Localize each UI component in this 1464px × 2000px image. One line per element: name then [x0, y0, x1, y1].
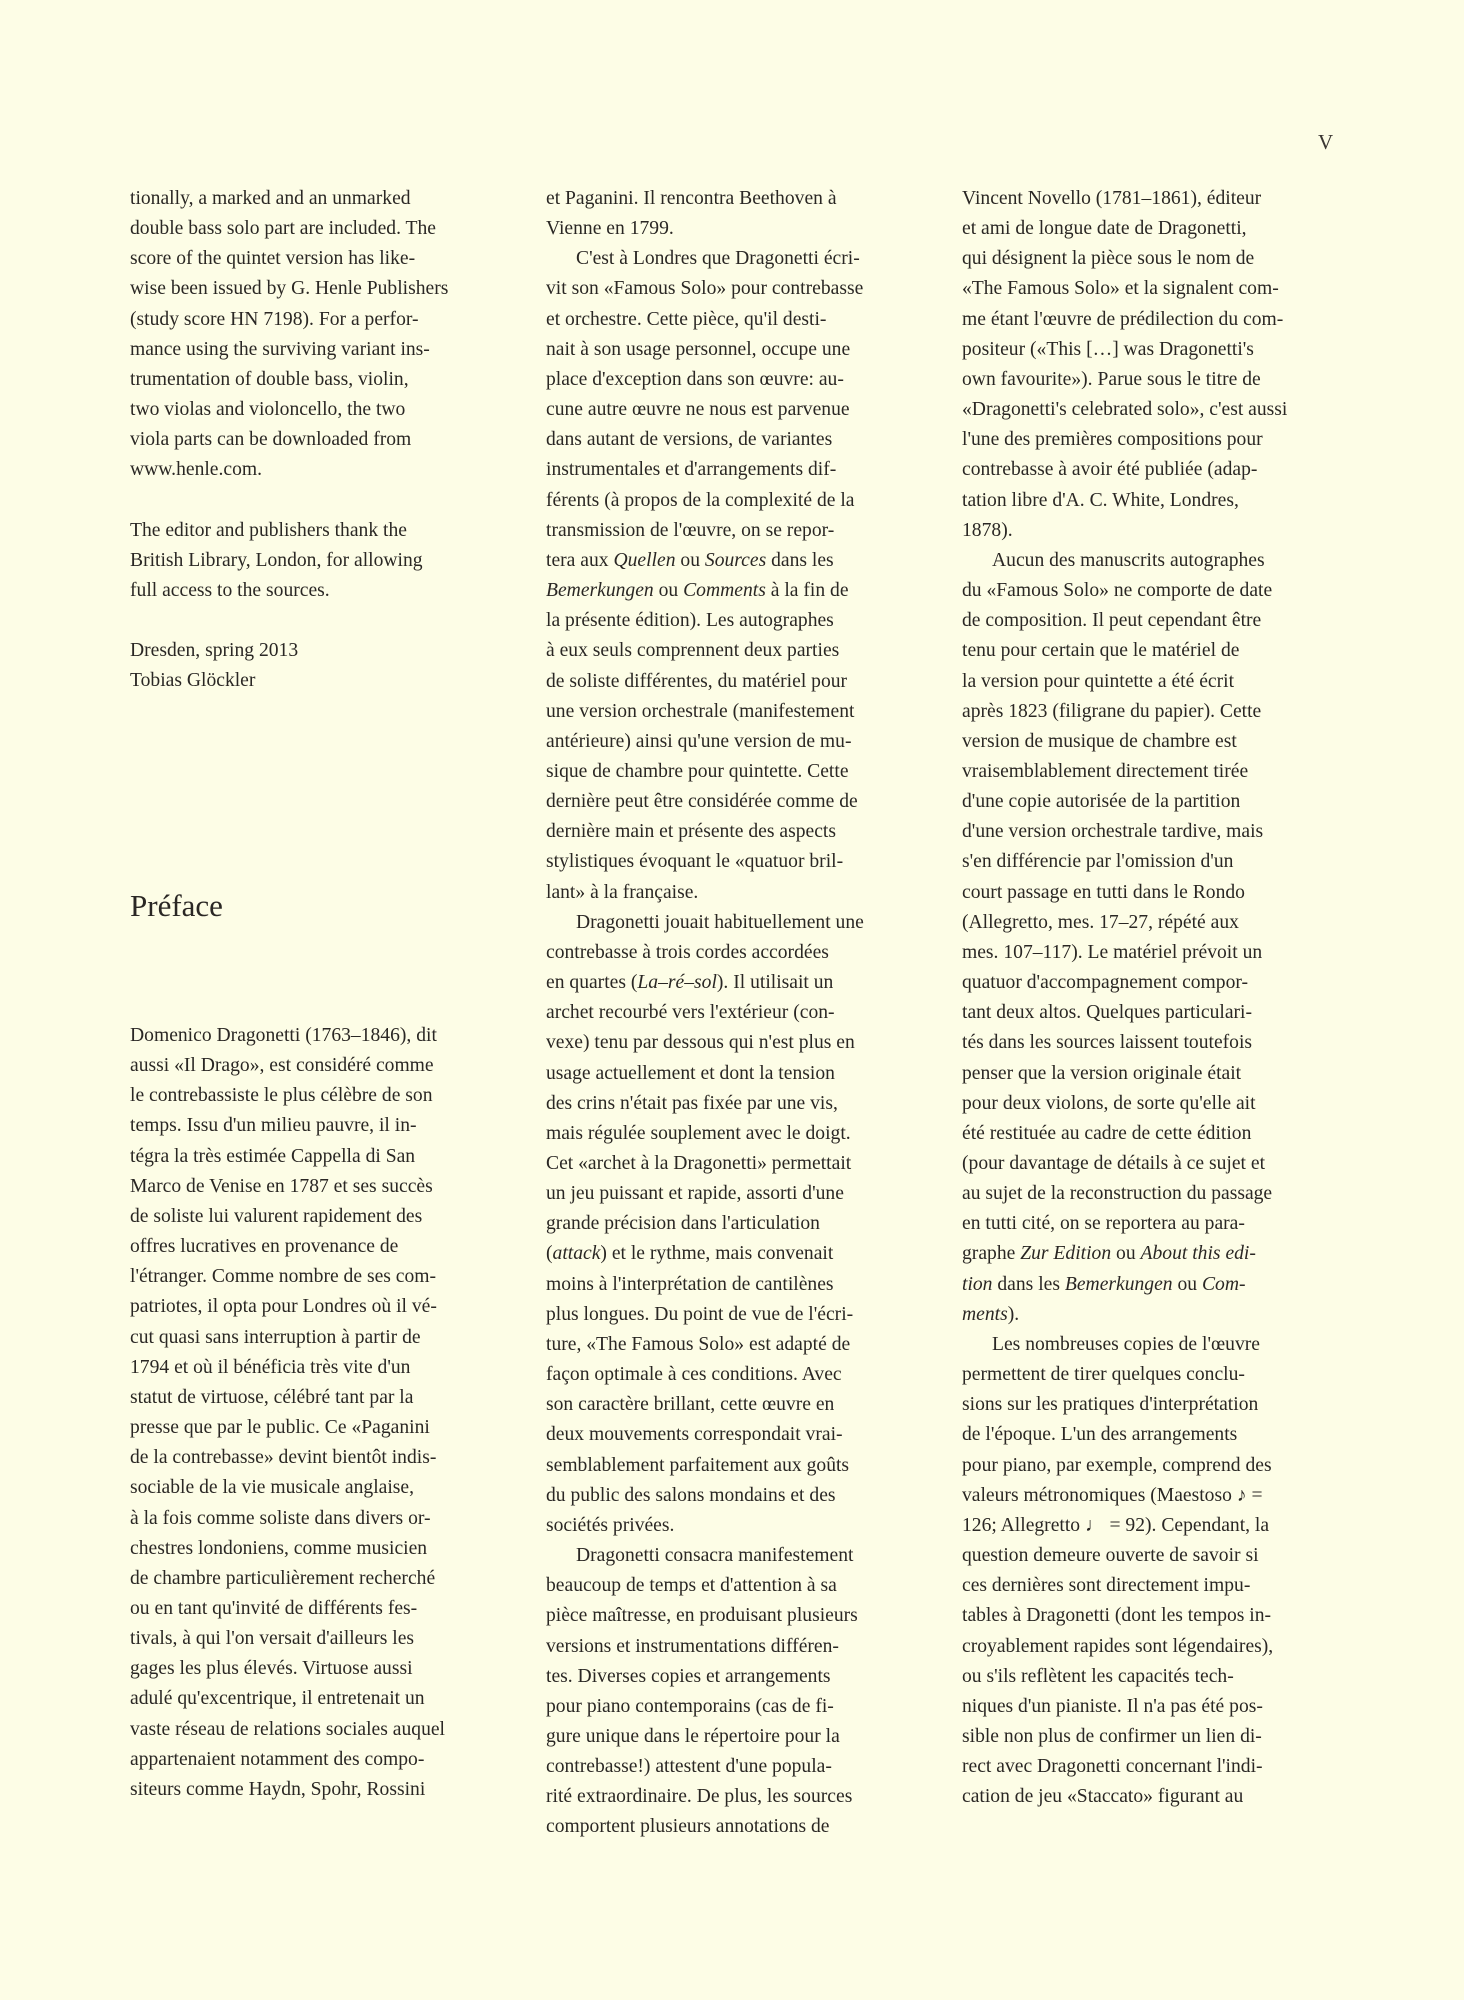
- text-run: grande précision dans l'articulation: [546, 1213, 820, 1235]
- text-run: graphe: [962, 1243, 1021, 1265]
- text-run: «Dragonetti's celebrated solo», c'est aussi: [962, 399, 1288, 421]
- text-line: adulé qu'excentrique, il entretenait un: [130, 1688, 425, 1710]
- text-line: [546, 667, 936, 697]
- italic-text: Com-: [1201, 1273, 1246, 1295]
- text-line: [962, 1179, 1352, 1209]
- text-line: [962, 1481, 1352, 1511]
- text-line: [546, 214, 936, 244]
- text-run: (pour davantage de détails à ce sujet et: [962, 1153, 1266, 1174]
- text-run: dernière main et présente des aspects: [546, 821, 836, 843]
- text-line: [962, 1270, 1352, 1300]
- text-line: [546, 1752, 936, 1782]
- text-run: version de musique de chambre est: [962, 730, 1237, 752]
- text-line: viola parts can be downloaded from: [130, 429, 412, 451]
- text-run: croyablement rapides sont légendaires),: [962, 1635, 1274, 1657]
- text-line: [546, 1149, 936, 1179]
- text-run: stylistiques évoquant le «quatuor bril-: [546, 851, 844, 873]
- text-line: [546, 546, 936, 576]
- text-line: [962, 1692, 1352, 1722]
- text-line: [546, 1360, 936, 1390]
- text-line: [546, 998, 936, 1028]
- text-run: et ami de longue date de Dragonetti,: [962, 218, 1247, 240]
- text-run: de soliste différentes, du matériel pour: [546, 670, 848, 692]
- text-line: [546, 1270, 936, 1300]
- text-line: [546, 1089, 936, 1119]
- text-run: ou: [653, 580, 684, 602]
- text-run: vexe) tenu par dessous qui n'est plus en: [546, 1032, 855, 1054]
- text-run: ture, «The Famous Solo» est adapté de: [546, 1333, 851, 1355]
- text-line: patriotes, il opta pour Londres où il vé-: [130, 1296, 437, 1318]
- text-run: 1878).: [962, 519, 1013, 541]
- text-run: en tutti cité, on se reportera au para-: [962, 1213, 1245, 1235]
- text-run: dans autant de versions, de variantes: [546, 429, 833, 451]
- text-line: [962, 1239, 1352, 1269]
- text-line: [546, 244, 936, 274]
- text-line: [546, 1330, 936, 1360]
- text-line: [962, 697, 1352, 727]
- text-line: [962, 968, 1352, 998]
- preface-paragraph: [130, 1021, 520, 1805]
- text-line: appartenaient notamment des compo-: [130, 1748, 425, 1770]
- text-line: [962, 1571, 1352, 1601]
- text-run: Cet «archet à la Dragonetti» permettait: [546, 1153, 852, 1174]
- text-line: vaste réseau de relations sociales auquel: [130, 1718, 446, 1740]
- text-run: Vienne en 1799.: [546, 218, 674, 240]
- text-run: moins à l'interprétation de cantilènes: [546, 1273, 834, 1295]
- text-line: trumentation of double bass, violin,: [130, 368, 409, 390]
- text-run: contrebasse à avoir été publiée (adap-: [962, 459, 1258, 481]
- text-line: wise been issued by G. Henle Publishers: [130, 278, 449, 300]
- text-run: ).: [1007, 1303, 1020, 1325]
- text-line: [546, 1179, 936, 1209]
- italic-text: tion: [962, 1273, 993, 1295]
- text-run: son caractère brillant, cette œuvre en: [546, 1394, 835, 1416]
- text-run: me étant l'œuvre de prédilection du com-: [962, 308, 1284, 330]
- text-line: [546, 365, 936, 395]
- text-line: de soliste lui valurent rapidement des: [130, 1205, 423, 1227]
- text-line: [546, 878, 936, 908]
- text-line: [962, 365, 1352, 395]
- text-run: l'une des premières compositions pour: [962, 429, 1263, 451]
- text-run: «The Famous Solo» et la signalent com-: [962, 278, 1279, 300]
- text-line: www.henle.com.: [130, 459, 263, 481]
- text-run: Dragonetti consacra manifestement: [576, 1545, 854, 1567]
- text-line: [546, 847, 936, 877]
- text-line: [546, 335, 936, 365]
- italic-text: ments: [962, 1303, 1008, 1325]
- text-line: [962, 636, 1352, 666]
- text-line: l'étranger. Comme nombre de ses com-: [130, 1266, 437, 1288]
- text-run: pour piano contemporains (cas de fi-: [546, 1695, 834, 1717]
- text-line: [962, 1149, 1352, 1179]
- text-run: la présente édition). Les autographes: [546, 610, 834, 632]
- text-line: [962, 546, 1352, 576]
- text-line: [962, 1300, 1352, 1330]
- italic-text: Comments: [683, 580, 766, 602]
- text-run: positeur («This […] was Dragonetti's: [962, 338, 1254, 360]
- text-run: ou: [675, 549, 705, 571]
- text-run: tant deux altos. Quelques particulari-: [962, 1002, 1253, 1024]
- italic-text: Sources: [704, 549, 767, 571]
- text-line: [546, 1209, 936, 1239]
- column-3: [962, 184, 1352, 1812]
- text-line: [546, 1571, 936, 1601]
- text-line: offres lucratives en provenance de: [130, 1236, 399, 1258]
- text-run: antérieure) ainsi qu'une version de mu-: [546, 730, 852, 752]
- text-run: qui désignent la pièce sous le nom de: [962, 248, 1255, 270]
- text-line: [546, 1601, 936, 1631]
- text-run: lant» à la française.: [546, 881, 699, 903]
- text-run: après 1823 (filigrane du papier). Cette: [962, 700, 1262, 722]
- text-line: [546, 757, 936, 787]
- italic-text: About this edi-: [1140, 1243, 1256, 1265]
- text-run: nait à son usage personnel, occupe une: [546, 338, 851, 360]
- text-run: façon optimale à ces conditions. Avec: [546, 1364, 842, 1386]
- text-run: archet recourbé vers l'extérieur (con-: [546, 1002, 835, 1024]
- text-line: [962, 516, 1352, 546]
- text-run: permettent de tirer quelques conclu-: [962, 1364, 1245, 1386]
- text-line: [962, 998, 1352, 1028]
- text-line: [962, 184, 1352, 214]
- text-line: [962, 787, 1352, 817]
- column-2: [546, 184, 936, 1843]
- text-run: valeurs métronomiques (Maestoso ♪ =: [962, 1484, 1263, 1506]
- text-line: [546, 395, 936, 425]
- text-run: beaucoup de temps et d'attention à sa: [546, 1575, 837, 1597]
- text-run: de l'époque. L'un des arrangements: [962, 1424, 1238, 1446]
- author: Tobias Glöckler: [130, 670, 256, 692]
- text-line: gages les plus élevés. Virtuose aussi: [130, 1658, 413, 1680]
- text-line: [962, 667, 1352, 697]
- text-line: [546, 938, 936, 968]
- text-line: British Library, London, for allowing: [130, 549, 423, 571]
- text-run: pour deux violons, de sorte qu'elle ait: [962, 1092, 1256, 1114]
- text-line: [962, 727, 1352, 757]
- text-run: question demeure ouverte de savoir si: [962, 1545, 1259, 1567]
- text-line: two violas and violoncello, the two: [130, 399, 406, 421]
- text-line: [546, 817, 936, 847]
- text-line: [962, 1390, 1352, 1420]
- text-line: [546, 455, 936, 485]
- text-run: comportent plusieurs annotations de: [546, 1816, 830, 1838]
- text-line: sociable de la vie musicale anglaise,: [130, 1477, 414, 1499]
- text-line: [962, 938, 1352, 968]
- text-run: tes. Diverses copies et arrangements: [546, 1665, 831, 1687]
- text-line: [962, 908, 1352, 938]
- text-line: [546, 1782, 936, 1812]
- italic-text: La–ré–sol: [637, 972, 717, 994]
- text-run: gure unique dans le répertoire pour la: [546, 1725, 840, 1747]
- text-line: tégra la très estimée Cappella di San: [130, 1145, 416, 1167]
- text-run: place d'exception dans son œuvre: au-: [546, 368, 844, 390]
- text-line: [962, 817, 1352, 847]
- text-run: Aucun des manuscrits autographes: [992, 549, 1265, 571]
- text-run: C'est à Londres que Dragonetti écri-: [576, 248, 860, 270]
- text-line: aussi «Il Drago», est considéré comme: [130, 1055, 434, 1077]
- text-run: pièce maîtresse, en produisant plusieurs: [546, 1605, 858, 1627]
- text-line: [546, 636, 936, 666]
- text-line: [962, 1722, 1352, 1752]
- text-run: transmission de l'œuvre, on se repor-: [546, 519, 835, 541]
- text-run: tés dans les sources laissent toutefois: [962, 1032, 1253, 1054]
- text-line: le contrebassiste le plus célèbre de son: [130, 1085, 433, 1107]
- text-line: [546, 1722, 936, 1752]
- text-run: sions sur les pratiques d'interprétation: [962, 1394, 1259, 1416]
- text-run: ou s'ils reflètent les capacités tech-: [962, 1665, 1234, 1687]
- text-line: [962, 1119, 1352, 1149]
- text-run: usage actuellement et dont la tension: [546, 1062, 835, 1084]
- text-run: vit son «Famous Solo» pour contrebasse: [546, 278, 864, 300]
- text-line: [962, 1330, 1352, 1360]
- text-run: cation de jeu «Staccato» figurant au: [962, 1786, 1244, 1808]
- text-line: [546, 486, 936, 516]
- text-run: penser que la version originale était: [962, 1062, 1242, 1084]
- text-line: [546, 1662, 936, 1692]
- text-line: de la contrebasse» devint bientôt indis-: [130, 1447, 437, 1469]
- text-line: [962, 395, 1352, 425]
- text-run: sible non plus de confirmer un lien di-: [962, 1725, 1262, 1747]
- text-line: statut de virtuose, célébré tant par la: [130, 1386, 414, 1408]
- text-line: (study score HN 7198). For a perfor-: [130, 308, 419, 330]
- text-line: [962, 305, 1352, 335]
- text-line: [546, 1692, 936, 1722]
- text-line: ou en tant qu'invité de différents fes-: [130, 1597, 418, 1619]
- text-line: [962, 1782, 1352, 1812]
- text-line: score of the quintet version has like-: [130, 248, 416, 270]
- italic-text: Zur Edition: [1020, 1243, 1112, 1265]
- text-run: s'en différencie par l'omission d'un: [962, 851, 1234, 873]
- text-run: ) et le rythme, mais convenait: [600, 1243, 834, 1265]
- text-run: en quartes (: [546, 972, 638, 994]
- text-line: [962, 486, 1352, 516]
- italic-text: Quellen: [613, 549, 676, 571]
- text-line: [962, 1541, 1352, 1571]
- text-line: [962, 606, 1352, 636]
- text-line: [962, 878, 1352, 908]
- text-run: ces dernières sont directement impu-: [962, 1575, 1251, 1597]
- text-run: et orchestre. Cette pièce, qu'il desti-: [546, 308, 827, 330]
- text-run: une version orchestrale (manifestement: [546, 700, 855, 722]
- text-run: des crins n'était pas fixée par une vis,: [546, 1092, 838, 1114]
- text-line: Domenico Dragonetti (1763–1846), dit: [130, 1025, 437, 1046]
- text-line: [546, 184, 936, 214]
- text-line: [546, 1481, 936, 1511]
- text-line: [962, 244, 1352, 274]
- text-line: [962, 1632, 1352, 1662]
- text-run: (Allegretto, mes. 17–27, répété aux: [962, 911, 1239, 933]
- italic-text: Bemerkungen: [1064, 1273, 1173, 1295]
- text-run: contrebasse!) attestent d'une popula-: [546, 1756, 832, 1778]
- text-run: rect avec Dragonetti concernant l'indi-: [962, 1756, 1263, 1778]
- text-line: [546, 1300, 936, 1330]
- text-run: d'une version orchestrale tardive, mais: [962, 821, 1264, 843]
- text-line: [546, 1632, 936, 1662]
- text-line: Marco de Venise en 1787 et ses succès: [130, 1175, 433, 1197]
- italic-text: Bemerkungen: [546, 580, 654, 602]
- text-line: [546, 305, 936, 335]
- text-run: sique de chambre pour quintette. Cette: [546, 760, 849, 782]
- text-run: la version pour quintette a été écrit: [962, 670, 1235, 692]
- text-line: [962, 1360, 1352, 1390]
- text-line: [546, 908, 936, 938]
- text-line: [546, 727, 936, 757]
- text-line: presse que par le public. Ce «Paganini: [130, 1417, 430, 1439]
- text-run: et Paganini. Il rencontra Beethoven à: [546, 188, 837, 209]
- text-run: mes. 107–117). Le matériel prévoit un: [962, 941, 1263, 963]
- text-run: dans les: [766, 549, 834, 571]
- text-line: [546, 1239, 936, 1269]
- text-line: [546, 425, 936, 455]
- section-heading: Préface: [130, 888, 223, 923]
- text-line: de chambre particulièrement recherché: [130, 1567, 436, 1589]
- text-line: full access to the sources.: [130, 579, 330, 601]
- text-run: instrumentales et d'arrangements dif-: [546, 459, 837, 481]
- text-run: ). Il utilisait un: [716, 972, 834, 994]
- text-line: tionally, a marked and an unmarked: [130, 188, 411, 209]
- text-line: [546, 787, 936, 817]
- text-run: d'une copie autorisée de la partition: [962, 791, 1241, 813]
- text-line: chestres londoniens, comme musicien: [130, 1537, 428, 1559]
- text-run: rité extraordinaire. De plus, les sources: [546, 1786, 853, 1808]
- text-run: un jeu puissant et rapide, assorti d'une: [546, 1183, 844, 1205]
- text-line: The editor and publishers thank the: [130, 519, 407, 541]
- text-line: [962, 455, 1352, 485]
- text-run: contrebasse à trois cordes accordées: [546, 941, 829, 963]
- text-line: [962, 1059, 1352, 1089]
- text-run: dernière peut être considérée comme de: [546, 791, 858, 813]
- text-line: temps. Issu d'un milieu pauvre, il in-: [130, 1115, 417, 1137]
- text-line: [962, 214, 1352, 244]
- text-run: mais régulée souplement avec le doigt.: [546, 1122, 851, 1144]
- text-line: tivals, à qui l'on versait d'ailleurs les: [130, 1628, 415, 1650]
- text-run: dans les: [992, 1273, 1065, 1295]
- text-line: [962, 1752, 1352, 1782]
- text-run: tera aux: [546, 549, 609, 571]
- text-line: [962, 1601, 1352, 1631]
- text-run: été restituée au cadre de cette édition: [962, 1122, 1252, 1144]
- text-line: [546, 1420, 936, 1450]
- text-run: à eux seuls comprennent deux parties: [546, 640, 840, 662]
- text-line: [546, 1028, 936, 1058]
- text-line: [546, 1451, 936, 1481]
- text-run: deux mouvements correspondait vrai-: [546, 1424, 843, 1446]
- text-line: cut quasi sans interruption à partir de: [130, 1326, 421, 1348]
- text-run: vraisemblablement directement tirée: [962, 760, 1249, 782]
- text-run: du public des salons mondains et des: [546, 1484, 836, 1506]
- text-line: [962, 335, 1352, 365]
- text-line: [546, 1812, 936, 1842]
- text-line: [546, 516, 936, 546]
- text-run: own favourite»). Parue sous le titre de: [962, 368, 1261, 390]
- text-line: [962, 1511, 1352, 1541]
- text-line: [962, 1028, 1352, 1058]
- text-run: Dragonetti jouait habituellement une: [576, 911, 864, 933]
- text-run: cune autre œuvre ne nous est parvenue: [546, 399, 850, 421]
- text-run: niques d'un pianiste. Il n'a pas été pos-: [962, 1695, 1263, 1717]
- text-run: du «Famous Solo» ne comporte de date: [962, 580, 1273, 602]
- text-run: Les nombreuses copies de l'œuvre: [992, 1333, 1260, 1355]
- text-run: tation libre d'A. C. White, Londres,: [962, 489, 1239, 511]
- text-line: [546, 1541, 936, 1571]
- text-line: mance using the surviving variant ins-: [130, 338, 430, 360]
- text-run: ou: [1111, 1243, 1141, 1265]
- text-line: [546, 1119, 936, 1149]
- text-line: [546, 606, 936, 636]
- page-number: V: [1318, 130, 1335, 154]
- text-line: [546, 576, 936, 606]
- text-line: [962, 847, 1352, 877]
- text-line: [962, 274, 1352, 304]
- text-line: [962, 1451, 1352, 1481]
- text-run: tenu pour certain que le matériel de: [962, 640, 1240, 662]
- text-line: [546, 1059, 936, 1089]
- text-line: [962, 1420, 1352, 1450]
- column-1: [130, 184, 520, 1800]
- text-line: [546, 1390, 936, 1420]
- text-line: [546, 968, 936, 998]
- text-run: versions et instrumentations différen-: [546, 1635, 839, 1657]
- text-line: 1794 et où il bénéficia très vite d'un: [130, 1356, 411, 1378]
- text-line: [546, 274, 936, 304]
- text-line: siteurs comme Haydn, Spohr, Rossini: [130, 1778, 426, 1800]
- text-run: court passage en tutti dans le Rondo: [962, 881, 1245, 903]
- text-run: férents (à propos de la complexité de la: [546, 489, 855, 511]
- text-line: [962, 576, 1352, 606]
- text-run: 126; Allegretto ♩ = 92). Cependant, la: [962, 1514, 1270, 1536]
- text-run: sociétés privées.: [546, 1514, 675, 1536]
- place-date: Dresden, spring 2013: [130, 640, 299, 662]
- text-run: plus longues. Du point de vue de l'écri-: [546, 1303, 854, 1325]
- text-run: pour piano, par exemple, comprend des: [962, 1454, 1272, 1476]
- text-run: semblablement parfaitement aux goûts: [546, 1454, 850, 1476]
- text-line: [962, 757, 1352, 787]
- text-line: [962, 1089, 1352, 1119]
- text-run: Vincent Novello (1781–1861), éditeur: [962, 188, 1262, 209]
- text-line: [546, 697, 936, 727]
- acknowledgement: [130, 516, 520, 606]
- editorial-note: [130, 184, 520, 486]
- text-line: [962, 1209, 1352, 1239]
- text-run: tables à Dragonetti (dont les tempos in-: [962, 1605, 1272, 1627]
- text-line: [962, 1662, 1352, 1692]
- text-run: à la fin de: [765, 580, 849, 602]
- text-line: [546, 1511, 936, 1541]
- text-line: à la fois comme soliste dans divers or-: [130, 1507, 431, 1529]
- text-line: double bass solo part are included. The: [130, 218, 436, 240]
- text-line: [962, 425, 1352, 455]
- italic-text: attack: [552, 1243, 601, 1265]
- text-run: (: [546, 1243, 553, 1265]
- text-run: au sujet de la reconstruction du passage: [962, 1183, 1273, 1205]
- text-run: de composition. Il peut cependant être: [962, 610, 1262, 632]
- text-run: ou: [1172, 1273, 1202, 1295]
- text-run: quatuor d'accompagnement compor-: [962, 972, 1249, 994]
